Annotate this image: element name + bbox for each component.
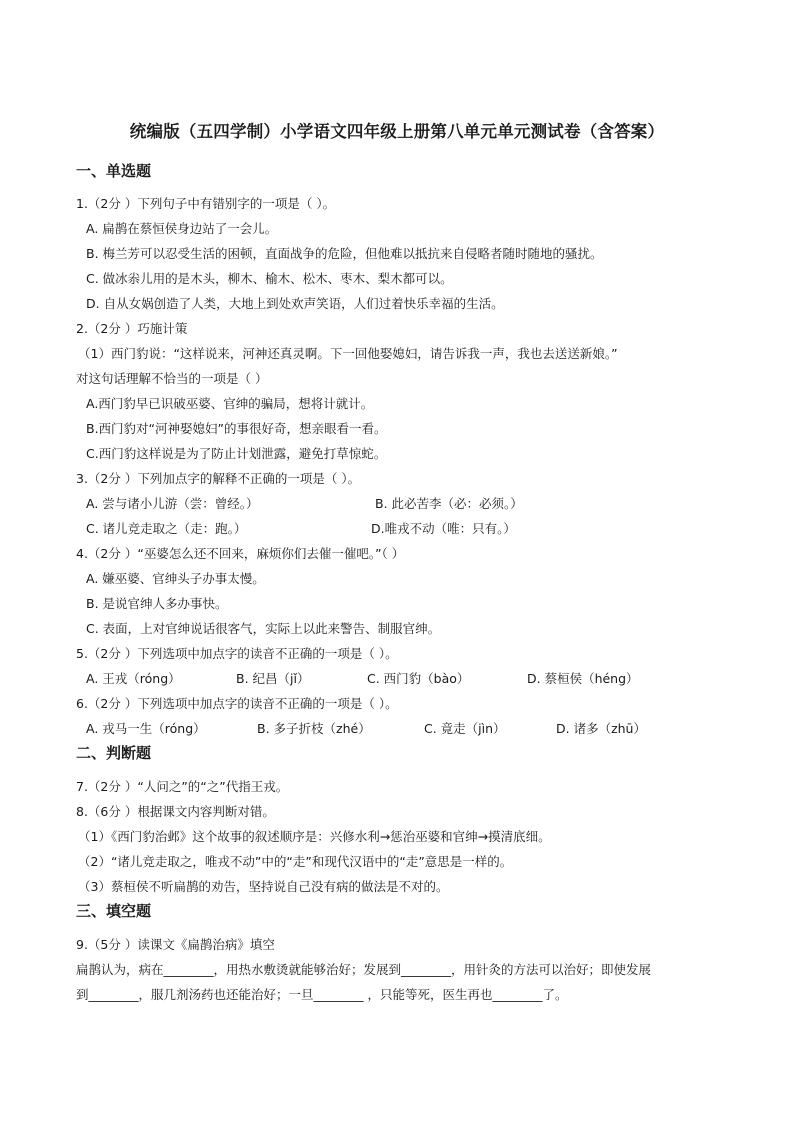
question-3-option-c: C. 诸儿竞走取之（走：跑。） — [86, 521, 247, 536]
question-3-option-d: D.唯戎不动（唯：只有。） — [371, 521, 516, 536]
question-1-option-b: B. 梅兰芳可以忍受生活的困顿，直面战争的危险，但他难以抵抗来自侵略者随时随地的骚扰。 — [86, 246, 603, 261]
document-title: 统编版（五四学制）小学语文四年级上册第八单元单元测试卷（含答案） — [129, 122, 665, 141]
section-heading-single-choice: 一、单选题 — [76, 162, 152, 180]
question-6-stem: 6.（2分 ）下列选项中加点字的读音不正确的一项是（ ）。 — [76, 696, 398, 711]
question-3-option-a: A. 尝与诸小儿游（尝：曾经。） — [86, 496, 259, 511]
question-9-line-2: 到________，服几剂汤药也还能治好；一旦________ ，只能等死，医生再也________了。 — [76, 987, 568, 1002]
question-5-option-c: C. 西门豹（bào） — [367, 671, 470, 686]
question-4-option-a: A. 嫌巫婆、官绅头子办事太慢。 — [86, 571, 265, 586]
question-8-stem: 8.（6分 ）根据课文内容判断对错。 — [76, 804, 275, 819]
question-9-stem: 9.（5分 ）读课文《扁鹊治病》填空 — [76, 937, 275, 952]
question-8-statement-2: （2）“诸儿竞走取之，唯戎不动”中的“走”和现代汉语中的“走”意思是一样的。 — [78, 854, 513, 869]
question-2-option-a: A.西门豹早已识破巫婆、官绅的骗局，想将计就计。 — [86, 396, 374, 411]
question-8-statement-1: （1）《西门豹治邺》这个故事的叙述顺序是：兴修水利→惩治巫婆和官绅→摸清底细。 — [78, 829, 551, 844]
question-4-option-b: B. 是说官绅人多办事快。 — [86, 596, 228, 611]
question-7-stem: 7.（2分 ）“人问之”的“之”代指王戎。 — [76, 779, 289, 794]
section-heading-true-false: 二、判断题 — [76, 744, 152, 762]
question-5-option-d: D. 蔡桓侯（héng） — [527, 671, 639, 686]
question-3-stem: 3.（2分 ）下列加点字的解释不正确的一项是（ ）。 — [76, 471, 361, 486]
question-2-option-b: B.西门豹对“河神娶媳妇”的事很好奇，想亲眼看一看。 — [86, 421, 387, 436]
question-8-statement-3: （3）蔡桓侯不听扁鹊的劝告，坚持说自己没有病的做法是不对的。 — [78, 879, 449, 894]
question-1-option-a: A. 扁鹊在蔡恒侯身边站了一会儿。 — [86, 221, 278, 236]
question-5-option-a: A. 王戎（róng） — [86, 671, 181, 686]
question-1-option-d: D. 自从女娲创造了人类，大地上到处欢声笑语，人们过着快乐幸福的生活。 — [86, 296, 504, 311]
question-6-option-c: C. 竟走（jìn） — [424, 721, 506, 736]
question-3-option-b: B. 此必苦李（必：必须。） — [375, 496, 523, 511]
question-4-option-c: C. 表面，上对官绅说话很客气，实际上以此来警告、制服官绅。 — [86, 621, 441, 636]
question-6-option-a: A. 戎马一生（róng） — [86, 721, 206, 736]
question-2-option-c: C.西门豹这样说是为了防止计划泄露，避免打草惊蛇。 — [86, 446, 387, 461]
question-9-line-1: 扁鹊认为，病在________，用热水敷烫就能够治好；发展到________，用针灸的方法可以治好；即使发展 — [76, 962, 652, 977]
question-4-stem: 4.（2分 ）“巫婆怎么还不回来，麻烦你们去催一催吧。”（ ） — [76, 546, 405, 561]
question-1-option-c: C. 做冰尜儿用的是木头，柳木、榆木、松木、枣木、梨木都可以。 — [86, 271, 453, 286]
question-2-sub-1: （1）西门豹说：“这样说来，河神还真灵啊。下一回他娶媳妇，请告诉我一声，我也去送送新娘。” — [78, 346, 618, 361]
question-2-sub-1-prompt: 对这句话理解不恰当的一项是（ ） — [76, 371, 268, 386]
question-2-stem: 2.（2分 ）巧施计策 — [76, 321, 188, 336]
question-5-stem: 5.（2分 ）下列选项中加点字的读音不正确的一项是（ ）。 — [76, 646, 398, 661]
section-heading-fill-in: 三、填空题 — [76, 902, 152, 920]
question-1-stem: 1.（2分 ）下列句子中有错别字的一项是（ ）。 — [76, 196, 336, 211]
question-6-option-b: B. 多子折枝（zhé） — [257, 721, 371, 736]
question-6-option-d: D. 诸多（zhū） — [556, 721, 646, 736]
question-5-option-b: B. 纪昌（jǐ） — [236, 671, 310, 686]
